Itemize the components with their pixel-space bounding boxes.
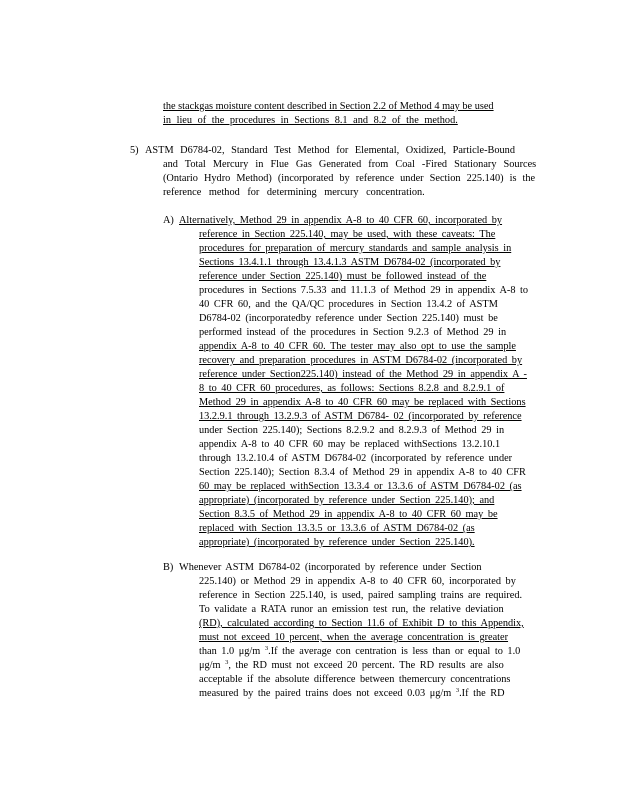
itema-line-11 (199, 354, 557, 368)
itema-line-10 (199, 340, 557, 354)
paragraph-text: under Section 225.140); Sections 8.2.9.2 and 8.2.9.3 of Method 29 in (199, 425, 505, 436)
itema-line-13 (199, 382, 557, 396)
itema-line-6 (199, 284, 557, 298)
paragraph-text: acceptable if the absolute difference between themercury concentrations (199, 674, 511, 685)
paragraph-text: 225.140) or Method 29 in appendix A-8 to 40 CFR 60, incorporated by (199, 576, 516, 587)
paragraph-text: recovery and preparation procedures in ASTM D6784-02 (incorporated by (199, 355, 523, 366)
itema-line-15 (199, 410, 557, 424)
itema-line-24 (199, 536, 557, 550)
paragraph-text: Method 29 in appendix A-8 to 40 CFR 60 may be replaced with Sections (199, 397, 526, 408)
paragraph-text: 60 may be replaced withSection 13.3.4 or 13.3.6 of ASTM D6784-02 (as (199, 481, 522, 492)
itemb-line-4 (199, 603, 551, 617)
itema-line-2 (199, 228, 557, 242)
continuation-text-1: the stackgas moisture content described in Section 2.2 of Method 4 may be used (163, 101, 494, 112)
paragraph-text: than 1.0 μg/m $^3$.If the average con centration is less than or equal to 1.0 (199, 645, 521, 657)
itema-line-14 (199, 396, 557, 410)
itema-line-19 (199, 466, 557, 480)
itema-line-22 (199, 508, 557, 522)
continuation-line-2 (163, 114, 463, 128)
itemb-line-5 (199, 617, 551, 631)
paragraph-text: replaced with Section 13.3.5 or 13.3.6 of ASTM D6784-02 (as (199, 523, 475, 534)
continuation-line-1 (163, 100, 553, 114)
itema-line-7 (199, 298, 557, 312)
itema-line-9 (199, 326, 557, 340)
paragraph-text: Sections 13.4.1.1 through 13.4.1.3 ASTM D6784-02 (incorporated by (199, 257, 501, 268)
itemb-line-8 (199, 659, 551, 673)
itema-line-16 (199, 424, 557, 438)
item-5-line-3: (Ontario Hydro Method) (incorporated by reference under Section 225.140) is the (163, 173, 536, 184)
paragraph-text: reference in Section 225.140, may be used, with these caveats: The (199, 229, 496, 240)
paragraph-text: reference under Section 225.140) must be followed instead of the (199, 271, 487, 282)
itema-line-5 (199, 270, 557, 284)
paragraph-text: appendix A-8 to 40 CFR 60. The tester may also opt to use the sample (199, 341, 516, 352)
paragraph-text: Whenever ASTM D6784-02 (incorporated by reference under Section (179, 562, 482, 573)
itema-line-21 (199, 494, 557, 508)
paragraph-text: through 13.2.10.4 of ASTM D6784-02 (incorporated by reference under (199, 453, 513, 464)
itemb-line-6 (199, 631, 551, 645)
paragraph-text: (RD), calculated according to Section 11.6 of Exhibit D to this Appendix, (199, 618, 524, 629)
paragraph-text: reference in Section 225.140, is used, paired sampling trains are required. (199, 590, 523, 601)
itemb-line-10 (199, 687, 551, 701)
itema-line-4 (199, 256, 557, 270)
paragraph-text: Section 225.140); Section 8.3.4 of Method 29 in appendix A-8 to 40 CFR (199, 467, 526, 478)
itema-line-3 (199, 242, 557, 256)
paragraph-text: appropriate) (incorporated by reference under Section 225.140); and (199, 495, 495, 506)
itemb-line-7 (199, 645, 551, 659)
paragraph-text: 13.2.9.1 through 13.2.9.3 of ASTM D6784- 02 (incorporated by reference (199, 411, 522, 422)
itema-line-8 (199, 312, 557, 326)
paragraph-text: performed instead of the procedures in Section 9.2.3 of Method 29 in (199, 327, 507, 338)
itemb-line-3 (199, 589, 551, 603)
itema-line-23 (199, 522, 557, 536)
itema-line-12 (199, 368, 557, 382)
paragraph-text: To validate a RATA runor an emission test run, the relative deviation (199, 604, 504, 615)
paragraph-text: appendix A-8 to 40 CFR 60 may be replaced withSections 13.2.10.1 (199, 439, 501, 450)
itemb-line-9 (199, 673, 551, 687)
paragraph-text: 40 CFR 60, and the QA/QC procedures in Section 13.4.2 of ASTM (199, 299, 498, 310)
itemb-line-1 (179, 561, 515, 575)
paragraph-text: μg/m $^3$, the RD must not exceed 20 percent. The RD results are also (199, 659, 504, 671)
paragraph-text: procedures in Sections 7.5.33 and 11.1.3 of Method 29 in appendix A-8 to (199, 285, 529, 296)
paragraph-text: procedures for preparation of mercury standards and sample analysis in (199, 243, 512, 254)
itemb-line-2 (199, 575, 551, 589)
itema-line-17 (199, 438, 557, 452)
item-5-line-1: ASTM D6784-02, Standard Test Method for Elemental, Oxidized, Particle-Bound (145, 145, 515, 156)
paragraph-text: must not exceed 10 percent, when the average concentration is greater (199, 632, 509, 643)
item-5-line-4: reference method for determining mercury concentration. (163, 187, 425, 198)
item-b-label: B) (163, 562, 174, 573)
item-5-number: 5) (130, 145, 139, 156)
paragraph-text: D6784-02 (incorporatedby reference under Section 225.140) must be (199, 313, 498, 324)
paragraph-text: reference under Section225.140) instead of the Method 29 in appendix A - (199, 369, 527, 380)
paragraph-text: Alternatively, Method 29 in appendix A-8 to 40 CFR 60, incorporated by (179, 215, 503, 226)
itema-line-20 (199, 480, 557, 494)
paragraph-text: measured by the paired trains does not exceed 0.03 μg/m $^3$.If the RD (199, 687, 505, 699)
itema-line-1 (179, 214, 532, 228)
paragraph-text: 8 to 40 CFR 60 procedures, as follows: Sections 8.2.8 and 8.2.9.1 of (199, 383, 505, 394)
paragraph-text: Section 8.3.5 of Method 29 in appendix A-8 to 40 CFR 60 may be (199, 509, 498, 520)
item-5-line-2: and Total Mercury in Flue Gas Generated from Coal -Fired Stationary Sources (163, 159, 537, 170)
continuation-text-2: in lieu of the procedures in Sections 8.1 and 8.2 of the method. (163, 115, 458, 126)
itema-line-18 (199, 452, 557, 466)
item-a-label: A) (163, 215, 174, 226)
paragraph-text: appropriate) (incorporated by reference under Section 225.140). (199, 537, 475, 548)
